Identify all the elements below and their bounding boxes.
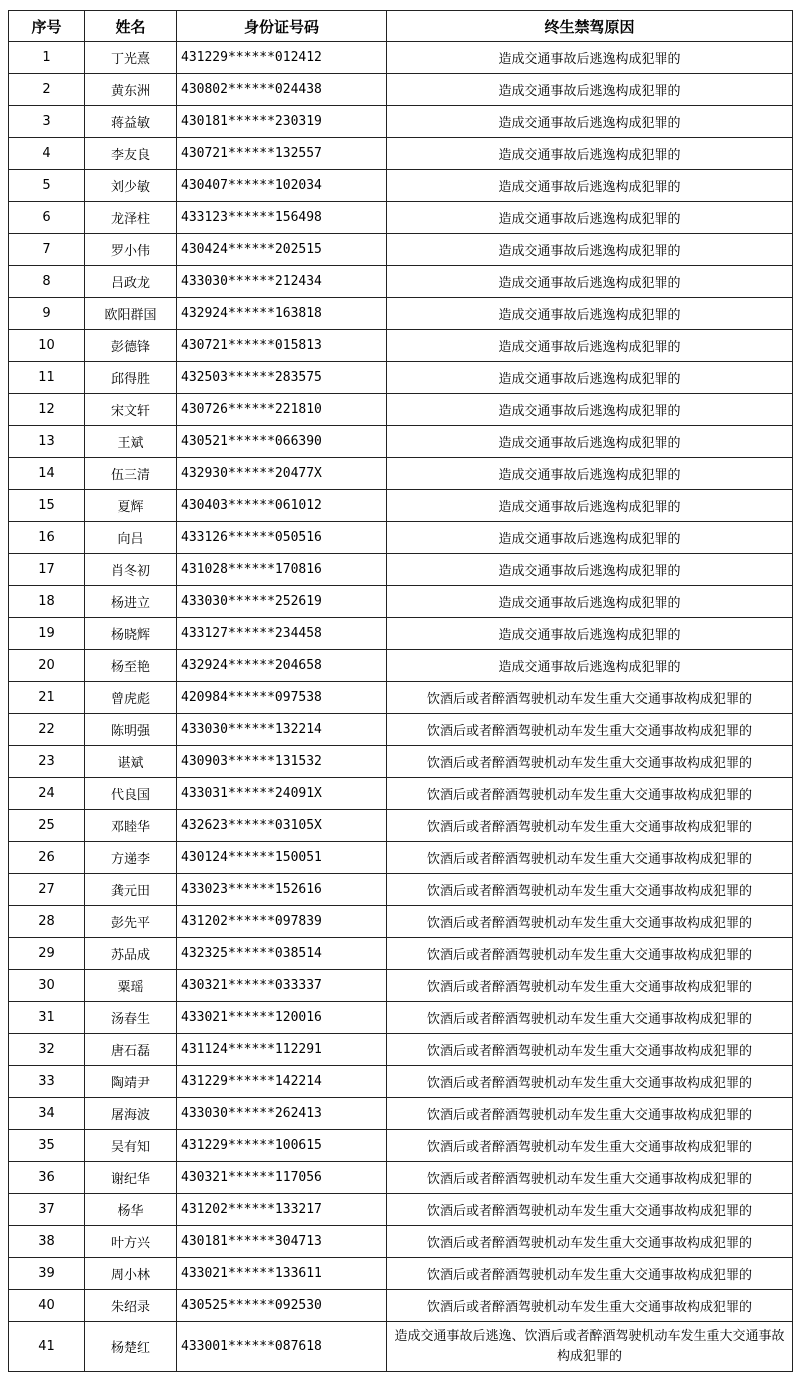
cell-ban-reason: 饮酒后或者醉酒驾驶机动车发生重大交通事故构成犯罪的 <box>387 1290 793 1322</box>
table-row <box>9 1066 793 1098</box>
cell-index: 24 <box>9 778 85 810</box>
cell-id-number: 430124******150051 <box>177 842 387 874</box>
cell-name: 邓睦华 <box>85 810 177 842</box>
cell-index: 38 <box>9 1226 85 1258</box>
driving-ban-table <box>8 10 793 1372</box>
cell-id-number: 432924******163818 <box>177 298 387 330</box>
cell-index: 2 <box>9 74 85 106</box>
cell-ban-reason: 饮酒后或者醉酒驾驶机动车发生重大交通事故构成犯罪的 <box>387 1258 793 1290</box>
cell-name: 肖冬初 <box>85 554 177 586</box>
cell-index: 28 <box>9 906 85 938</box>
cell-id-number: 433030******252619 <box>177 586 387 618</box>
cell-index: 30 <box>9 970 85 1002</box>
cell-ban-reason: 造成交通事故后逃逸构成犯罪的 <box>387 74 793 106</box>
table-row <box>9 1226 793 1258</box>
cell-ban-reason: 饮酒后或者醉酒驾驶机动车发生重大交通事故构成犯罪的 <box>387 778 793 810</box>
cell-name: 欧阳群国 <box>85 298 177 330</box>
cell-id-number: 433127******234458 <box>177 618 387 650</box>
table-row <box>9 618 793 650</box>
cell-id-number: 433021******120016 <box>177 1002 387 1034</box>
table-row <box>9 266 793 298</box>
table-row <box>9 586 793 618</box>
cell-index: 15 <box>9 490 85 522</box>
cell-ban-reason: 饮酒后或者醉酒驾驶机动车发生重大交通事故构成犯罪的 <box>387 1130 793 1162</box>
table-row <box>9 938 793 970</box>
cell-index: 34 <box>9 1098 85 1130</box>
table-row <box>9 138 793 170</box>
cell-ban-reason: 造成交通事故后逃逸构成犯罪的 <box>387 42 793 74</box>
cell-name: 汤春生 <box>85 1002 177 1034</box>
cell-name: 苏品成 <box>85 938 177 970</box>
cell-id-number: 430726******221810 <box>177 394 387 426</box>
cell-index: 26 <box>9 842 85 874</box>
cell-name: 陶靖尹 <box>85 1066 177 1098</box>
cell-index: 5 <box>9 170 85 202</box>
cell-name: 粟瑶 <box>85 970 177 1002</box>
cell-index: 36 <box>9 1162 85 1194</box>
cell-index: 35 <box>9 1130 85 1162</box>
cell-index: 17 <box>9 554 85 586</box>
table-row <box>9 1098 793 1130</box>
cell-id-number: 431202******133217 <box>177 1194 387 1226</box>
cell-index: 13 <box>9 426 85 458</box>
table-row <box>9 810 793 842</box>
header-name: 姓名 <box>85 11 177 42</box>
cell-name: 屠海波 <box>85 1098 177 1130</box>
cell-id-number: 432930******20477X <box>177 458 387 490</box>
cell-id-number: 432325******038514 <box>177 938 387 970</box>
cell-name: 彭先平 <box>85 906 177 938</box>
table-row <box>9 170 793 202</box>
table-row <box>9 1002 793 1034</box>
cell-name: 龚元田 <box>85 874 177 906</box>
cell-ban-reason: 造成交通事故后逃逸构成犯罪的 <box>387 394 793 426</box>
cell-ban-reason: 饮酒后或者醉酒驾驶机动车发生重大交通事故构成犯罪的 <box>387 874 793 906</box>
cell-ban-reason: 造成交通事故后逃逸构成犯罪的 <box>387 234 793 266</box>
cell-index: 29 <box>9 938 85 970</box>
table-row <box>9 1130 793 1162</box>
table-row <box>9 906 793 938</box>
cell-index: 9 <box>9 298 85 330</box>
cell-index: 37 <box>9 1194 85 1226</box>
cell-id-number: 430525******092530 <box>177 1290 387 1322</box>
cell-name: 蒋益敏 <box>85 106 177 138</box>
cell-name: 彭德锋 <box>85 330 177 362</box>
cell-name: 吕政龙 <box>85 266 177 298</box>
table-row <box>9 970 793 1002</box>
cell-name: 向吕 <box>85 522 177 554</box>
cell-name: 龙泽柱 <box>85 202 177 234</box>
table-row <box>9 778 793 810</box>
cell-name: 杨至艳 <box>85 650 177 682</box>
cell-name: 刘少敏 <box>85 170 177 202</box>
cell-index: 14 <box>9 458 85 490</box>
cell-name: 杨进立 <box>85 586 177 618</box>
cell-index: 11 <box>9 362 85 394</box>
cell-id-number: 430802******024438 <box>177 74 387 106</box>
cell-id-number: 431229******100615 <box>177 1130 387 1162</box>
cell-name: 夏辉 <box>85 490 177 522</box>
cell-index: 18 <box>9 586 85 618</box>
cell-ban-reason: 饮酒后或者醉酒驾驶机动车发生重大交通事故构成犯罪的 <box>387 1194 793 1226</box>
cell-ban-reason: 饮酒后或者醉酒驾驶机动车发生重大交通事故构成犯罪的 <box>387 938 793 970</box>
table-row <box>9 714 793 746</box>
cell-index: 16 <box>9 522 85 554</box>
cell-index: 33 <box>9 1066 85 1098</box>
cell-name: 杨楚红 <box>85 1322 177 1372</box>
table-row <box>9 42 793 74</box>
header-ban-reason: 终生禁驾原因 <box>387 11 793 42</box>
cell-id-number: 433030******212434 <box>177 266 387 298</box>
cell-ban-reason: 饮酒后或者醉酒驾驶机动车发生重大交通事故构成犯罪的 <box>387 1002 793 1034</box>
cell-ban-reason: 造成交通事故后逃逸构成犯罪的 <box>387 522 793 554</box>
table-row <box>9 1258 793 1290</box>
cell-id-number: 433126******050516 <box>177 522 387 554</box>
cell-id-number: 420984******097538 <box>177 682 387 714</box>
table-row <box>9 874 793 906</box>
cell-id-number: 432924******204658 <box>177 650 387 682</box>
cell-ban-reason: 饮酒后或者醉酒驾驶机动车发生重大交通事故构成犯罪的 <box>387 1034 793 1066</box>
cell-ban-reason: 造成交通事故后逃逸构成犯罪的 <box>387 554 793 586</box>
cell-id-number: 431229******142214 <box>177 1066 387 1098</box>
cell-name: 周小林 <box>85 1258 177 1290</box>
cell-ban-reason: 饮酒后或者醉酒驾驶机动车发生重大交通事故构成犯罪的 <box>387 810 793 842</box>
cell-id-number: 430521******066390 <box>177 426 387 458</box>
table-row <box>9 298 793 330</box>
cell-index: 1 <box>9 42 85 74</box>
cell-id-number: 432623******03105X <box>177 810 387 842</box>
table-row <box>9 522 793 554</box>
cell-index: 19 <box>9 618 85 650</box>
cell-ban-reason: 饮酒后或者醉酒驾驶机动车发生重大交通事故构成犯罪的 <box>387 682 793 714</box>
table-row <box>9 234 793 266</box>
cell-ban-reason: 饮酒后或者醉酒驾驶机动车发生重大交通事故构成犯罪的 <box>387 1098 793 1130</box>
cell-name: 谢纪华 <box>85 1162 177 1194</box>
cell-ban-reason: 造成交通事故后逃逸构成犯罪的 <box>387 650 793 682</box>
cell-id-number: 431124******112291 <box>177 1034 387 1066</box>
table-body <box>9 42 793 1372</box>
cell-index: 6 <box>9 202 85 234</box>
cell-index: 12 <box>9 394 85 426</box>
cell-id-number: 430181******304713 <box>177 1226 387 1258</box>
cell-index: 10 <box>9 330 85 362</box>
cell-ban-reason: 造成交通事故后逃逸构成犯罪的 <box>387 618 793 650</box>
header-index: 序号 <box>9 11 85 42</box>
cell-ban-reason: 造成交通事故后逃逸构成犯罪的 <box>387 170 793 202</box>
cell-index: 32 <box>9 1034 85 1066</box>
cell-index: 22 <box>9 714 85 746</box>
table-row <box>9 1290 793 1322</box>
cell-name: 谌斌 <box>85 746 177 778</box>
cell-ban-reason: 饮酒后或者醉酒驾驶机动车发生重大交通事故构成犯罪的 <box>387 1226 793 1258</box>
cell-name: 李友良 <box>85 138 177 170</box>
cell-index: 25 <box>9 810 85 842</box>
table-row <box>9 682 793 714</box>
cell-name: 吴有知 <box>85 1130 177 1162</box>
table-header <box>9 11 793 42</box>
cell-index: 27 <box>9 874 85 906</box>
cell-id-number: 431202******097839 <box>177 906 387 938</box>
header-id-number: 身份证号码 <box>177 11 387 42</box>
cell-index: 23 <box>9 746 85 778</box>
cell-ban-reason: 造成交通事故后逃逸构成犯罪的 <box>387 490 793 522</box>
cell-name: 代良国 <box>85 778 177 810</box>
cell-id-number: 433030******132214 <box>177 714 387 746</box>
cell-ban-reason: 饮酒后或者醉酒驾驶机动车发生重大交通事故构成犯罪的 <box>387 714 793 746</box>
cell-id-number: 433030******262413 <box>177 1098 387 1130</box>
cell-id-number: 433031******24091X <box>177 778 387 810</box>
cell-ban-reason: 造成交通事故后逃逸构成犯罪的 <box>387 586 793 618</box>
cell-ban-reason: 造成交通事故后逃逸、饮酒后或者醉酒驾驶机动车发生重大交通事故构成犯罪的 <box>387 1322 793 1372</box>
cell-index: 39 <box>9 1258 85 1290</box>
cell-index: 41 <box>9 1322 85 1372</box>
table-row <box>9 650 793 682</box>
cell-id-number: 430407******102034 <box>177 170 387 202</box>
table-row <box>9 426 793 458</box>
table-row <box>9 1194 793 1226</box>
cell-ban-reason: 造成交通事故后逃逸构成犯罪的 <box>387 138 793 170</box>
cell-ban-reason: 饮酒后或者醉酒驾驶机动车发生重大交通事故构成犯罪的 <box>387 1162 793 1194</box>
cell-ban-reason: 造成交通事故后逃逸构成犯罪的 <box>387 362 793 394</box>
cell-name: 朱绍录 <box>85 1290 177 1322</box>
cell-ban-reason: 造成交通事故后逃逸构成犯罪的 <box>387 298 793 330</box>
table-row <box>9 842 793 874</box>
cell-ban-reason: 饮酒后或者醉酒驾驶机动车发生重大交通事故构成犯罪的 <box>387 842 793 874</box>
cell-id-number: 430721******132557 <box>177 138 387 170</box>
cell-ban-reason: 造成交通事故后逃逸构成犯罪的 <box>387 330 793 362</box>
cell-id-number: 433023******152616 <box>177 874 387 906</box>
cell-name: 邱得胜 <box>85 362 177 394</box>
table-row <box>9 394 793 426</box>
cell-id-number: 430403******061012 <box>177 490 387 522</box>
table-row <box>9 1162 793 1194</box>
table-row <box>9 490 793 522</box>
cell-name: 丁光熹 <box>85 42 177 74</box>
cell-ban-reason: 造成交通事故后逃逸构成犯罪的 <box>387 202 793 234</box>
table-row <box>9 554 793 586</box>
cell-name: 伍三清 <box>85 458 177 490</box>
cell-id-number: 430321******117056 <box>177 1162 387 1194</box>
table-row <box>9 458 793 490</box>
cell-id-number: 431028******170816 <box>177 554 387 586</box>
cell-name: 叶方兴 <box>85 1226 177 1258</box>
cell-ban-reason: 造成交通事故后逃逸构成犯罪的 <box>387 426 793 458</box>
cell-ban-reason: 造成交通事故后逃逸构成犯罪的 <box>387 266 793 298</box>
table-row <box>9 1034 793 1066</box>
cell-index: 3 <box>9 106 85 138</box>
cell-id-number: 430903******131532 <box>177 746 387 778</box>
table-row <box>9 106 793 138</box>
cell-index: 8 <box>9 266 85 298</box>
cell-ban-reason: 饮酒后或者醉酒驾驶机动车发生重大交通事故构成犯罪的 <box>387 746 793 778</box>
table-row <box>9 74 793 106</box>
cell-name: 王斌 <box>85 426 177 458</box>
cell-name: 曾虎彪 <box>85 682 177 714</box>
cell-ban-reason: 造成交通事故后逃逸构成犯罪的 <box>387 458 793 490</box>
cell-index: 7 <box>9 234 85 266</box>
cell-name: 黄东洲 <box>85 74 177 106</box>
cell-index: 20 <box>9 650 85 682</box>
cell-id-number: 430424******202515 <box>177 234 387 266</box>
cell-ban-reason: 造成交通事故后逃逸构成犯罪的 <box>387 106 793 138</box>
cell-name: 唐石磊 <box>85 1034 177 1066</box>
cell-name: 陈明强 <box>85 714 177 746</box>
table-row <box>9 202 793 234</box>
cell-index: 21 <box>9 682 85 714</box>
cell-name: 方递李 <box>85 842 177 874</box>
cell-ban-reason: 饮酒后或者醉酒驾驶机动车发生重大交通事故构成犯罪的 <box>387 970 793 1002</box>
cell-index: 4 <box>9 138 85 170</box>
table-row <box>9 330 793 362</box>
cell-ban-reason: 饮酒后或者醉酒驾驶机动车发生重大交通事故构成犯罪的 <box>387 906 793 938</box>
cell-id-number: 433021******133611 <box>177 1258 387 1290</box>
cell-index: 40 <box>9 1290 85 1322</box>
cell-name: 宋文轩 <box>85 394 177 426</box>
cell-ban-reason: 饮酒后或者醉酒驾驶机动车发生重大交通事故构成犯罪的 <box>387 1066 793 1098</box>
header-row <box>9 11 793 42</box>
table-row <box>9 746 793 778</box>
cell-name: 杨华 <box>85 1194 177 1226</box>
cell-name: 罗小伟 <box>85 234 177 266</box>
cell-id-number: 430181******230319 <box>177 106 387 138</box>
cell-id-number: 432503******283575 <box>177 362 387 394</box>
cell-name: 杨晓辉 <box>85 618 177 650</box>
cell-index: 31 <box>9 1002 85 1034</box>
cell-id-number: 433001******087618 <box>177 1322 387 1372</box>
cell-id-number: 430721******015813 <box>177 330 387 362</box>
cell-id-number: 431229******012412 <box>177 42 387 74</box>
table-row <box>9 362 793 394</box>
table-row <box>9 1322 793 1372</box>
cell-id-number: 430321******033337 <box>177 970 387 1002</box>
cell-id-number: 433123******156498 <box>177 202 387 234</box>
